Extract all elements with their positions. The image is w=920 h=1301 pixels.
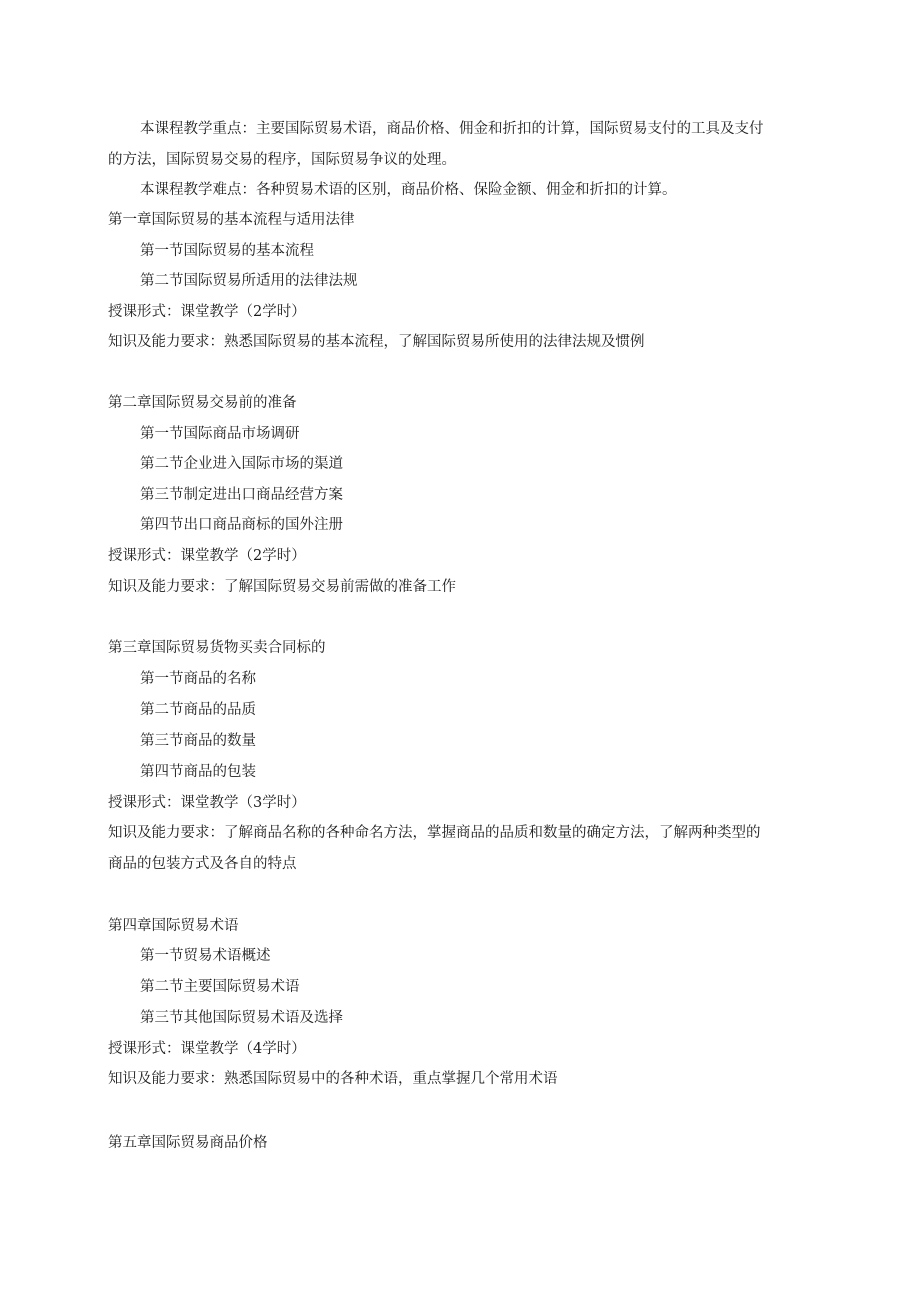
- chapter-4-section-1: 第一节贸易术语概述: [140, 948, 271, 964]
- chapter-2-title: 第二章国际贸易交易前的准备: [108, 395, 297, 411]
- chapter-4-teaching-form: 授课形式：课堂教学（4学时）: [108, 1041, 306, 1057]
- chapter-3-title: 第三章国际贸易货物买卖合同标的: [108, 640, 326, 656]
- chapter-3-section-3: 第三节商品的数量: [140, 733, 256, 749]
- key-points-line-1: 本课程教学重点：主要国际贸易术语，商品价格、佣金和折扣的计算，国际贸易支付的工具及支付: [140, 121, 764, 137]
- chapter-3-section-4: 第四节商品的包装: [140, 764, 256, 780]
- chapter-2-teaching-form: 授课形式：课堂教学（2学时）: [108, 548, 306, 564]
- chapter-2-section-1: 第一节国际商品市场调研: [140, 426, 300, 442]
- chapter-2-requirements: 知识及能力要求：了解国际贸易交易前需做的准备工作: [108, 579, 456, 595]
- chapter-4-section-3: 第三节其他国际贸易术语及选择: [140, 1010, 343, 1026]
- chapter-3-requirements-line-1: 知识及能力要求：了解商品名称的各种命名方法，掌握商品的品质和数量的确定方法，了解两种类型的: [108, 825, 761, 841]
- chapter-3-requirements-line-2: 商品的包装方式及各自的特点: [108, 856, 297, 872]
- chapter-1-title: 第一章国际贸易的基本流程与适用法律: [108, 212, 355, 228]
- chapter-2-section-3: 第三节制定进出口商品经营方案: [140, 487, 343, 503]
- key-points-line-2: 的方法，国际贸易交易的程序，国际贸易争议的处理。: [108, 152, 456, 168]
- chapter-1-section-1: 第一节国际贸易的基本流程: [140, 243, 314, 259]
- chapter-2-section-2: 第二节企业进入国际市场的渠道: [140, 456, 343, 472]
- chapter-3-teaching-form: 授课形式：课堂教学（3学时）: [108, 795, 306, 811]
- chapter-2-section-4: 第四节出口商品商标的国外注册: [140, 517, 343, 533]
- difficulties-text: 本课程教学难点：各种贸易术语的区别，商品价格、保险金额、佣金和折扣的计算。: [140, 182, 677, 198]
- chapter-1-teaching-form: 授课形式：课堂教学（2学时）: [108, 304, 306, 320]
- chapter-3-section-1: 第一节商品的名称: [140, 671, 256, 687]
- chapter-4-section-2: 第二节主要国际贸易术语: [140, 979, 300, 995]
- chapter-4-title: 第四章国际贸易术语: [108, 918, 239, 934]
- chapter-3-section-2: 第二节商品的品质: [140, 702, 256, 718]
- chapter-1-section-2: 第二节国际贸易所适用的法律法规: [140, 273, 358, 289]
- chapter-1-requirements: 知识及能力要求：熟悉国际贸易的基本流程，了解国际贸易所使用的法律法规及惯例: [108, 334, 645, 350]
- chapter-4-requirements: 知识及能力要求：熟悉国际贸易中的各种术语，重点掌握几个常用术语: [108, 1071, 558, 1087]
- chapter-5-title: 第五章国际贸易商品价格: [108, 1135, 268, 1151]
